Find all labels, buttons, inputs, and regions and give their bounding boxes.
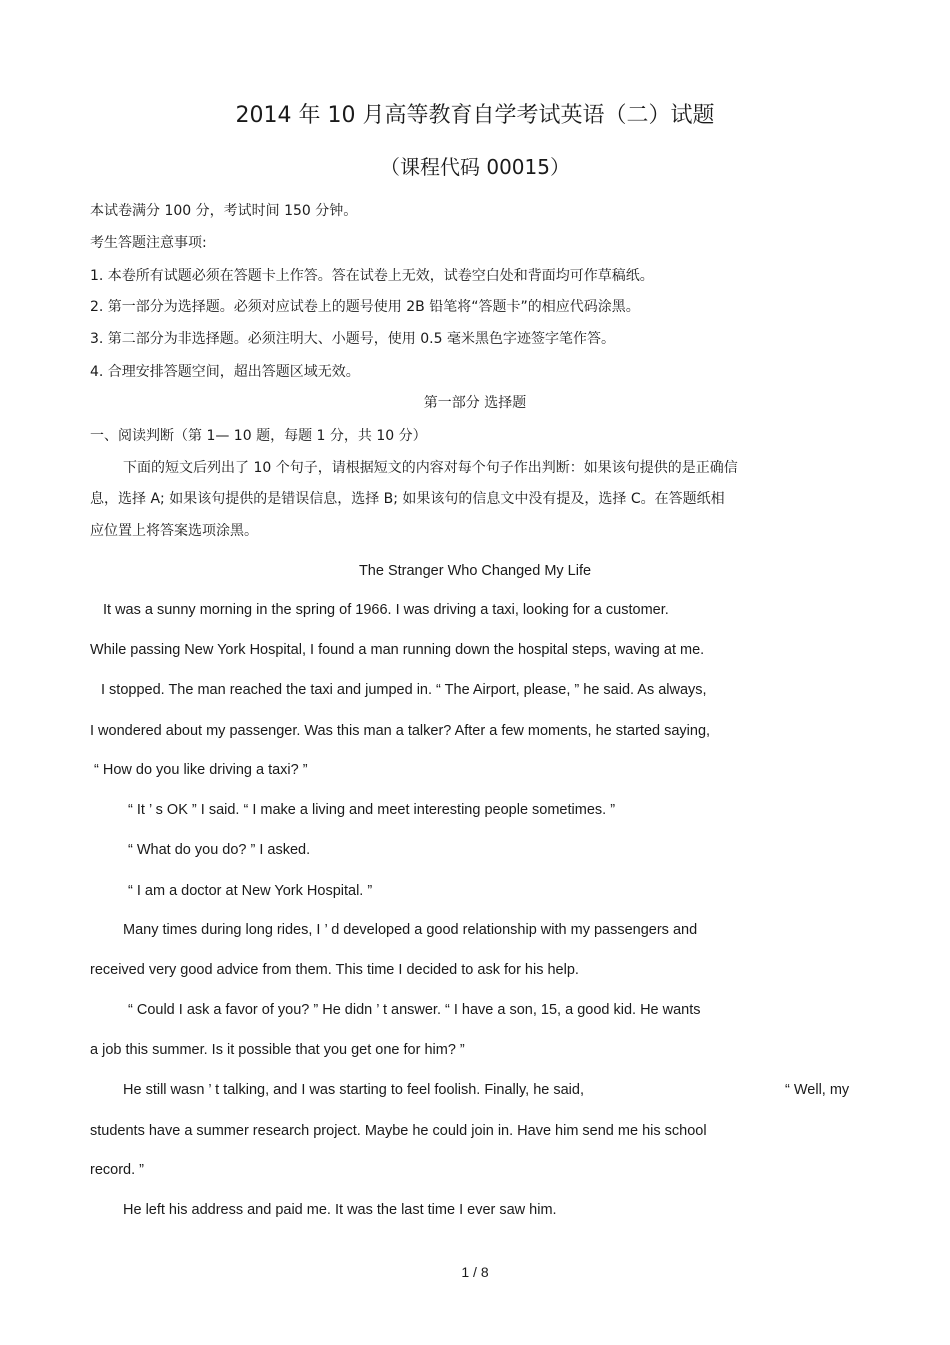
instruction-note-4: 4. 合理安排答题空间，超出答题区域无效。 (90, 364, 360, 380)
passage-line: “ I am a doctor at New York Hospital. ” (128, 883, 373, 899)
section-title: 一、阅读判断（第 1— 10 题，每题 1 分，共 10 分） (90, 428, 427, 444)
directions-line: 息，选择 A; 如果该句提供的是错误信息，选择 B; 如果该句的信息文中没有提及，选择 C。在答题纸相 (90, 491, 725, 507)
notes-heading: 考生答题注意事项: (90, 235, 207, 251)
passage-line: “ It ’ s OK ” I said. “ I make a living and meet interesting people sometimes. ” (128, 802, 616, 818)
instruction-note-1: 1. 本卷所有试题必须在答题卡上作答。答在试卷上无效，试卷空白处和背面均可作草稿纸。 (90, 268, 654, 284)
passage-line: He still wasn ’ t talking, and I was starting to feel foolish. Finally, he said, (123, 1082, 584, 1098)
passage-line: While passing New York Hospital, I found a man running down the hospital steps, waving at me. (90, 642, 705, 658)
part-one-heading: 第一部分 选择题 (423, 395, 527, 411)
passage-line: Many times during long rides, I ’ d developed a good relationship with my passengers and (123, 922, 698, 938)
passage-line: “ How do you like driving a taxi? ” (94, 762, 308, 778)
instruction-note-3: 3. 第二部分为非选择题。必须注明大、小题号，使用 0.5 毫米黑色字迹签字笔作答。 (90, 331, 615, 347)
instruction-note-2: 2. 第一部分为选择题。必须对应试卷上的题号使用 2B 铅笔将“答题卡”的相应代码涂黑。 (90, 299, 640, 315)
passage-line: received very good advice from them. This time I decided to ask for his help. (90, 962, 579, 978)
directions-line: 下面的短文后列出了 10 个句子，请根据短文的内容对每个句子作出判断：如果该句提供的是正确信 (123, 460, 738, 476)
passage-line: He left his address and paid me. It was the last time I ever saw him. (123, 1202, 557, 1218)
passage-line: record. ” (90, 1162, 144, 1178)
passage-line: students have a summer research project. Maybe he could join in. Have him send me his school (90, 1123, 707, 1139)
course-code: （课程代码 00015） (380, 155, 570, 179)
passage-line: I stopped. The man reached the taxi and jumped in. “ The Airport, please, ” he said. As always, (101, 682, 707, 698)
exam-title: 2014 年 10 月高等教育自学考试英语（二）试题 (235, 103, 715, 128)
passage-title: The Stranger Who Changed My Life (358, 563, 592, 579)
score-time-note: 本试卷满分 100 分，考试时间 150 分钟。 (90, 203, 358, 219)
passage-line: a job this summer. Is it possible that you get one for him? ” (90, 1042, 465, 1058)
directions-line: 应位置上将答案选项涂黑。 (90, 523, 258, 539)
passage-line: “ Could I ask a favor of you? ” He didn ’ t answer. “ I have a son, 15, a good kid. He wants (128, 1002, 701, 1018)
page-number: 1 / 8 (461, 1264, 489, 1280)
passage-line: “ Well, my (785, 1082, 850, 1098)
passage-line: It was a sunny morning in the spring of 1966. I was driving a taxi, looking for a customer. (103, 602, 669, 618)
passage-line: “ What do you do? ” I asked. (128, 842, 311, 858)
passage-line: I wondered about my passenger. Was this man a talker? After a few moments, he started saying, (90, 723, 711, 739)
